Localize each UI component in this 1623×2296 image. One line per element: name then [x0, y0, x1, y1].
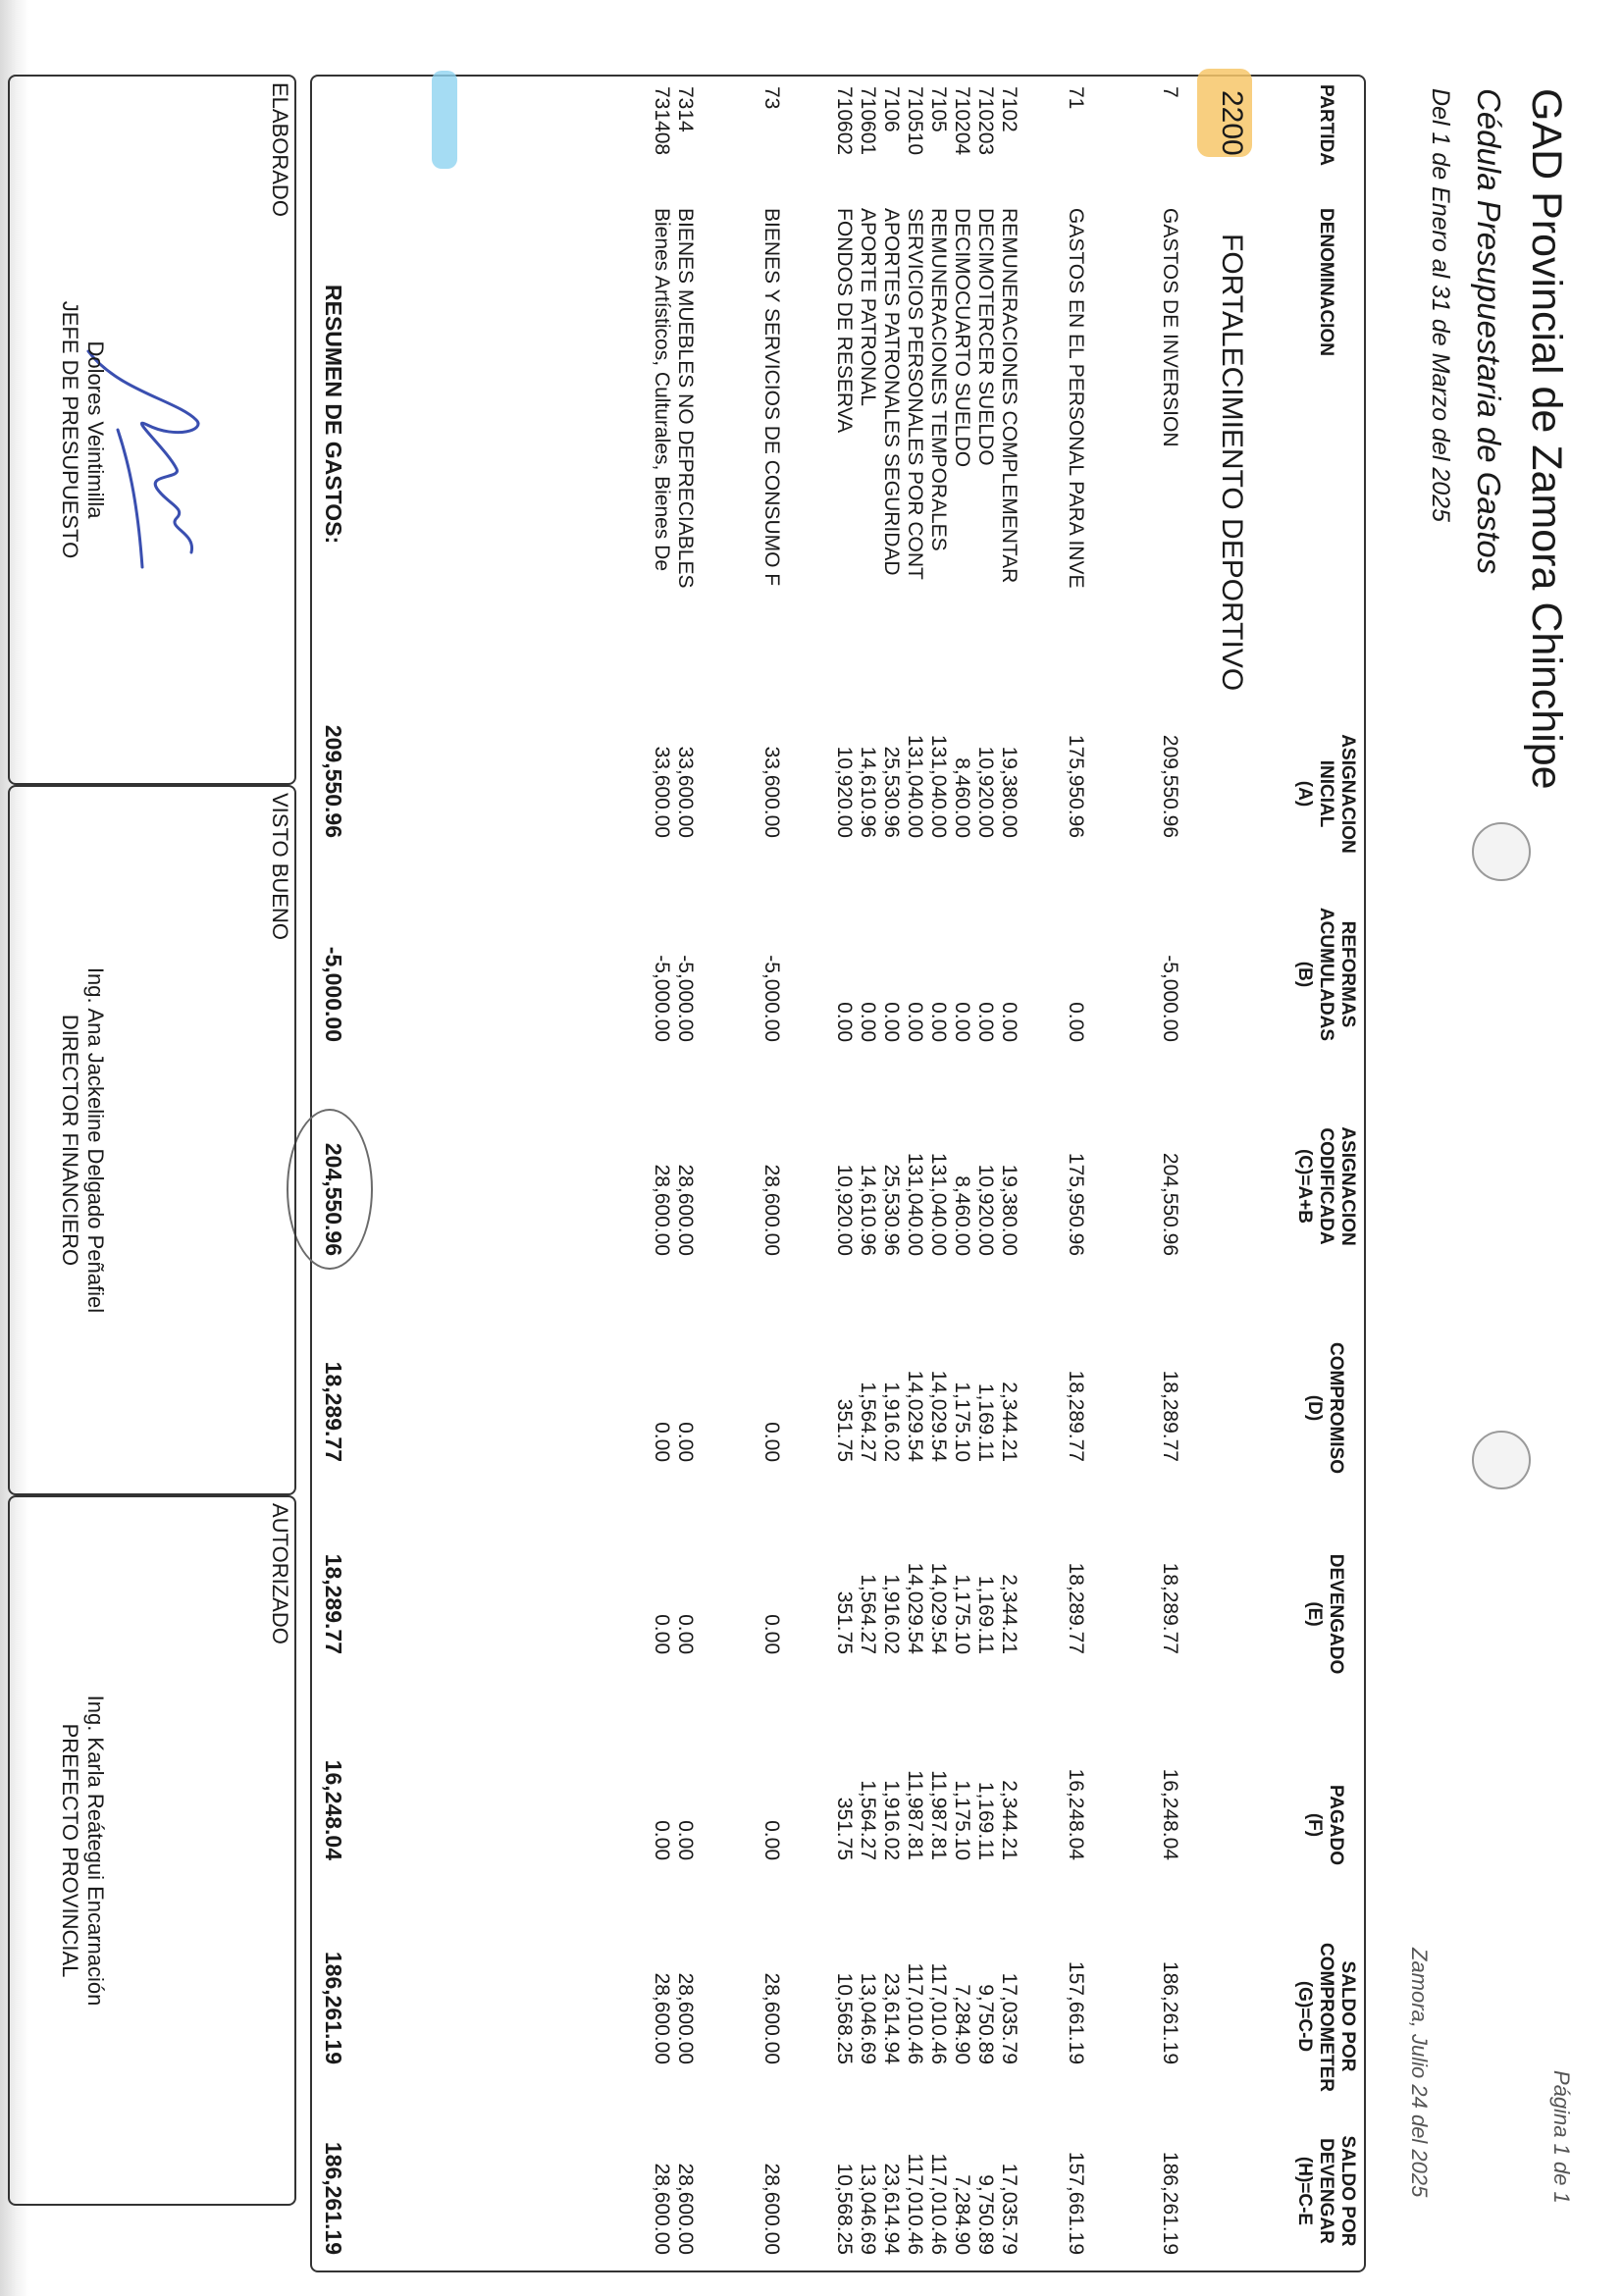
denominacion-cell: REMUNERACIONES COMPLEMENTAR: [998, 208, 1021, 584]
saldo-devengar-cell: 10,568.25: [833, 2163, 856, 2255]
signer-position: PREFECTO PROVINCIAL: [58, 1723, 82, 1978]
saldo-comprometer-cell: 117,010.46: [927, 1962, 950, 2064]
pagado-cell: 1,564.27: [857, 1780, 879, 1860]
column-header-devengado: DEVENGADO (E): [1304, 1553, 1346, 1675]
partida-cell: 7314: [674, 86, 697, 132]
report-period: Del 1 de Enero al 31 de Marzo del 2025: [1427, 88, 1454, 522]
column-header-asignacion-codificada: ASIGNACION CODIFICADA (C)=A+B: [1294, 1126, 1358, 1246]
asignacion-inicial-cell: 14,610.96: [857, 746, 879, 838]
asignacion-inicial-cell: 10,920.00: [974, 746, 997, 838]
summary-f: 16,248.04: [321, 1759, 346, 1860]
saldo-comprometer-cell: 157,661.19: [1065, 1960, 1087, 2064]
saldo-comprometer-cell: 23,614.94: [880, 1972, 903, 2064]
saldo-comprometer-cell: 28,600.00: [760, 1972, 783, 2064]
saldo-devengar-cell: 28,600.00: [674, 2163, 697, 2255]
saldo-comprometer-cell: 117,010.46: [904, 1962, 926, 2064]
denominacion-cell: SERVICIOS PERSONALES POR CONT: [904, 208, 926, 580]
summary-a: 209,550.96: [321, 724, 346, 838]
signer-position: DIRECTOR FINANCIERO: [58, 1014, 82, 1267]
saldo-comprometer-cell: 17,035.79: [998, 1972, 1021, 2064]
signature-box-visto-bueno: [8, 785, 296, 1495]
signer-name: Ing. Karla Reátegui Encarnación: [83, 1695, 108, 2007]
document-title: GAD Provincial de Zamora Chinchipe: [1523, 88, 1570, 790]
asignacion-codificada-cell: 204,550.96: [1159, 1152, 1181, 1256]
column-header-pagado: PAGADO (F): [1304, 1785, 1346, 1865]
summary-h: 186,261.19: [321, 2141, 346, 2255]
page-number: Página 1 de 1: [1549, 2070, 1574, 2204]
column-header-saldo-comprometer: SALDO POR COMPROMETER (G)=C-D: [1294, 1943, 1358, 2092]
denominacion-cell: APORTE PATRONAL: [857, 208, 879, 406]
summary-b: -5,000.00: [321, 946, 346, 1042]
denominacion-cell: FONDOS DE RESERVA: [833, 208, 856, 434]
pagado-cell: 0.00: [674, 1820, 697, 1860]
asignacion-codificada-cell: 19,380.00: [998, 1164, 1021, 1256]
compromiso-cell: 0.00: [760, 1422, 783, 1462]
devengado-cell: 1,175.10: [951, 1574, 973, 1654]
partida-cell: 7105: [927, 86, 950, 132]
column-header-asignacion-inicial: ASIGNACION INICIAL (A): [1294, 734, 1358, 854]
saldo-devengar-cell: 23,614.94: [880, 2163, 903, 2255]
saldo-comprometer-cell: 9,750.89: [974, 1984, 997, 2064]
column-header-compromiso: COMPROMISO (D): [1304, 1341, 1346, 1475]
saldo-comprometer-cell: 28,600.00: [674, 1972, 697, 2064]
saldo-devengar-cell: 28,600.00: [760, 2163, 783, 2255]
saldo-devengar-cell: 186,261.19: [1159, 2151, 1181, 2255]
saldo-comprometer-cell: 13,046.69: [857, 1972, 879, 2064]
saldo-devengar-cell: 13,046.69: [857, 2163, 879, 2255]
asignacion-codificada-cell: 14,610.96: [857, 1164, 879, 1256]
devengado-cell: 18,289.77: [1159, 1562, 1181, 1654]
asignacion-inicial-cell: 19,380.00: [998, 746, 1021, 838]
devengado-cell: 1,916.02: [880, 1574, 903, 1654]
signer-name: Ing. Ana Jackeline Delgado Peñafiel: [83, 966, 108, 1314]
reformas-cell: 0.00: [998, 1002, 1021, 1042]
saldo-comprometer-cell: 10,568.25: [833, 1972, 856, 2064]
denominacion-cell: DECIMOTERCER SUELDO: [974, 208, 997, 466]
asignacion-codificada-cell: 131,040.00: [904, 1152, 926, 1256]
devengado-cell: 18,289.77: [1065, 1562, 1087, 1654]
column-header-saldo-devengar: SALDO POR DEVENGAR (H)=C-E: [1294, 2135, 1358, 2247]
asignacion-codificada-cell: 28,600.00: [651, 1164, 673, 1256]
asignacion-codificada-cell: 10,920.00: [974, 1164, 997, 1256]
reformas-cell: -5,000.00: [1159, 955, 1181, 1042]
denominacion-cell: DECIMOCUARTO SUELDO: [951, 208, 973, 468]
compromiso-cell: 18,289.77: [1159, 1370, 1181, 1462]
saldo-devengar-cell: 117,010.46: [927, 2153, 950, 2255]
compromiso-cell: 1,916.02: [880, 1382, 903, 1462]
pagado-cell: 2,344.21: [998, 1780, 1021, 1860]
asignacion-inicial-cell: 209,550.96: [1159, 734, 1181, 838]
reformas-cell: -5,000.00: [674, 955, 697, 1042]
asignacion-inicial-cell: 131,040.00: [927, 734, 950, 838]
saldo-devengar-cell: 28,600.00: [651, 2163, 673, 2255]
asignacion-inicial-cell: 33,600.00: [674, 746, 697, 838]
place-date: Zamora, Julio 24 del 2025: [1407, 1948, 1432, 2198]
saldo-devengar-cell: 7,284.90: [951, 2174, 973, 2255]
asignacion-inicial-cell: 131,040.00: [904, 734, 926, 838]
saldo-devengar-cell: 9,750.89: [974, 2174, 997, 2255]
section-name: FORTALECIMIENTO DEPORTIVO: [1216, 234, 1248, 692]
denominacion-cell: REMUNERACIONES TEMPORALES: [927, 208, 950, 551]
compromiso-cell: 1,169.11: [974, 1383, 997, 1462]
pagado-cell: 0.00: [760, 1820, 783, 1860]
devengado-cell: 2,344.21: [998, 1574, 1021, 1654]
asignacion-inicial-cell: 25,530.96: [880, 746, 903, 838]
saldo-comprometer-cell: 28,600.00: [651, 1972, 673, 2064]
summary-label: RESUMEN DE GASTOS:: [321, 285, 346, 545]
asignacion-codificada-cell: 10,920.00: [833, 1164, 856, 1256]
compromiso-cell: 0.00: [674, 1422, 697, 1462]
denominacion-cell: GASTOS DE INVERSION: [1159, 208, 1181, 447]
pagado-cell: 1,175.10: [951, 1780, 973, 1860]
partida-cell: 71: [1065, 86, 1087, 110]
denominacion-cell: APORTES PATRONALES SEGURIDAD: [880, 208, 903, 576]
saldo-devengar-cell: 117,010.46: [904, 2153, 926, 2255]
denominacion-cell: GASTOS EN EL PERSONAL PARA INVE: [1065, 208, 1087, 589]
saldo-comprometer-cell: 186,261.19: [1159, 1960, 1181, 2064]
devengado-cell: 0.00: [760, 1614, 783, 1654]
column-header-reformas: REFORMAS ACUMULADAS (B): [1294, 907, 1358, 1042]
pagado-cell: 16,248.04: [1159, 1768, 1181, 1860]
signer-position: JEFE DE PRESUPUESTO: [58, 300, 82, 559]
pagado-cell: 11,987.81: [904, 1770, 926, 1860]
summary-e: 18,289.77: [321, 1553, 346, 1654]
pagado-cell: 0.00: [651, 1820, 673, 1860]
reformas-cell: 0.00: [857, 1002, 879, 1042]
signature-role: AUTORIZADO: [268, 1503, 292, 1644]
compromiso-cell: 2,344.21: [998, 1382, 1021, 1462]
signature-box-elaborado: [8, 75, 296, 785]
signature-role: VISTO BUENO: [268, 793, 292, 940]
asignacion-inicial-cell: 10,920.00: [833, 746, 856, 838]
compromiso-cell: 0.00: [651, 1422, 673, 1462]
signature-role: ELABORADO: [268, 82, 292, 217]
pen-circle-mark: [287, 1109, 373, 1270]
asignacion-codificada-cell: 25,530.96: [880, 1164, 903, 1256]
summary-g: 186,261.19: [321, 1951, 346, 2064]
asignacion-codificada-cell: 131,040.00: [927, 1152, 950, 1256]
reformas-cell: 0.00: [904, 1002, 926, 1042]
saldo-comprometer-cell: 7,284.90: [951, 1984, 973, 2064]
reformas-cell: 0.00: [974, 1002, 997, 1042]
summary-d: 18,289.77: [321, 1361, 346, 1462]
asignacion-codificada-cell: 28,600.00: [760, 1164, 783, 1256]
partida-cell: 710601: [857, 86, 879, 156]
devengado-cell: 1,564.27: [857, 1574, 879, 1654]
partida-cell: 7102: [998, 86, 1021, 132]
asignacion-codificada-cell: 175,950.96: [1065, 1152, 1087, 1256]
reformas-cell: 0.00: [927, 1002, 950, 1042]
summary-c: 204,550.96: [321, 1142, 346, 1256]
highlighter-mark: [432, 71, 457, 169]
budget-table: [310, 75, 1366, 2272]
devengado-cell: 0.00: [674, 1614, 697, 1654]
compromiso-cell: 14,029.54: [927, 1370, 950, 1462]
compromiso-cell: 351.75: [833, 1398, 856, 1462]
devengado-cell: 0.00: [651, 1614, 673, 1654]
partida-cell: 73: [760, 86, 783, 110]
partida-cell: 710203: [974, 86, 997, 156]
devengado-cell: 14,029.54: [927, 1562, 950, 1654]
reformas-cell: 0.00: [1065, 1002, 1087, 1042]
compromiso-cell: 14,029.54: [904, 1370, 926, 1462]
column-header-denominacion: DENOMINACION: [1316, 208, 1336, 356]
compromiso-cell: 1,175.10: [951, 1382, 973, 1462]
pagado-cell: 16,248.04: [1065, 1768, 1087, 1860]
asignacion-inicial-cell: 33,600.00: [651, 746, 673, 838]
reformas-cell: 0.00: [880, 1002, 903, 1042]
asignacion-inicial-cell: 8,460.00: [951, 757, 973, 838]
pagado-cell: 1,169.11: [974, 1781, 997, 1860]
column-header-partida: PARTIDA: [1316, 84, 1336, 167]
reformas-cell: -5,000.00: [760, 955, 783, 1042]
partida-cell: 731408: [651, 86, 673, 156]
partida-cell: 7: [1159, 86, 1181, 98]
denominacion-cell: BIENES MUEBLES NO DEPRECIABLES: [674, 208, 697, 589]
signature-box-autorizado: [8, 1495, 296, 2206]
signer-name: Dolores Veintimilla: [83, 340, 108, 519]
pagado-cell: 351.75: [833, 1797, 856, 1860]
asignacion-inicial-cell: 33,600.00: [760, 746, 783, 838]
denominacion-cell: BIENES Y SERVICIOS DE CONSUMO F: [760, 208, 783, 587]
asignacion-codificada-cell: 8,460.00: [951, 1175, 973, 1256]
asignacion-codificada-cell: 28,600.00: [674, 1164, 697, 1256]
devengado-cell: 351.75: [833, 1591, 856, 1654]
section-code: 2200: [1216, 90, 1248, 156]
compromiso-cell: 1,564.27: [857, 1382, 879, 1462]
document-subtitle: Cédula Presupuestaria de Gastos: [1471, 88, 1507, 575]
reformas-cell: -5,000.00: [651, 955, 673, 1042]
partida-cell: 710602: [833, 86, 856, 156]
saldo-devengar-cell: 157,661.19: [1065, 2151, 1087, 2255]
devengado-cell: 14,029.54: [904, 1562, 926, 1654]
partida-cell: 710510: [904, 86, 926, 156]
asignacion-inicial-cell: 175,950.96: [1065, 734, 1087, 838]
reformas-cell: 0.00: [951, 1002, 973, 1042]
saldo-devengar-cell: 17,035.79: [998, 2163, 1021, 2255]
compromiso-cell: 18,289.77: [1065, 1370, 1087, 1462]
devengado-cell: 1,169.11: [974, 1575, 997, 1654]
partida-cell: 710204: [951, 86, 973, 156]
denominacion-cell: Bienes Artísticos, Culturales, Bienes De: [651, 208, 673, 572]
pagado-cell: 11,987.81: [927, 1770, 950, 1860]
reformas-cell: 0.00: [833, 1002, 856, 1042]
partida-cell: 7106: [880, 86, 903, 132]
pagado-cell: 1,916.02: [880, 1780, 903, 1860]
